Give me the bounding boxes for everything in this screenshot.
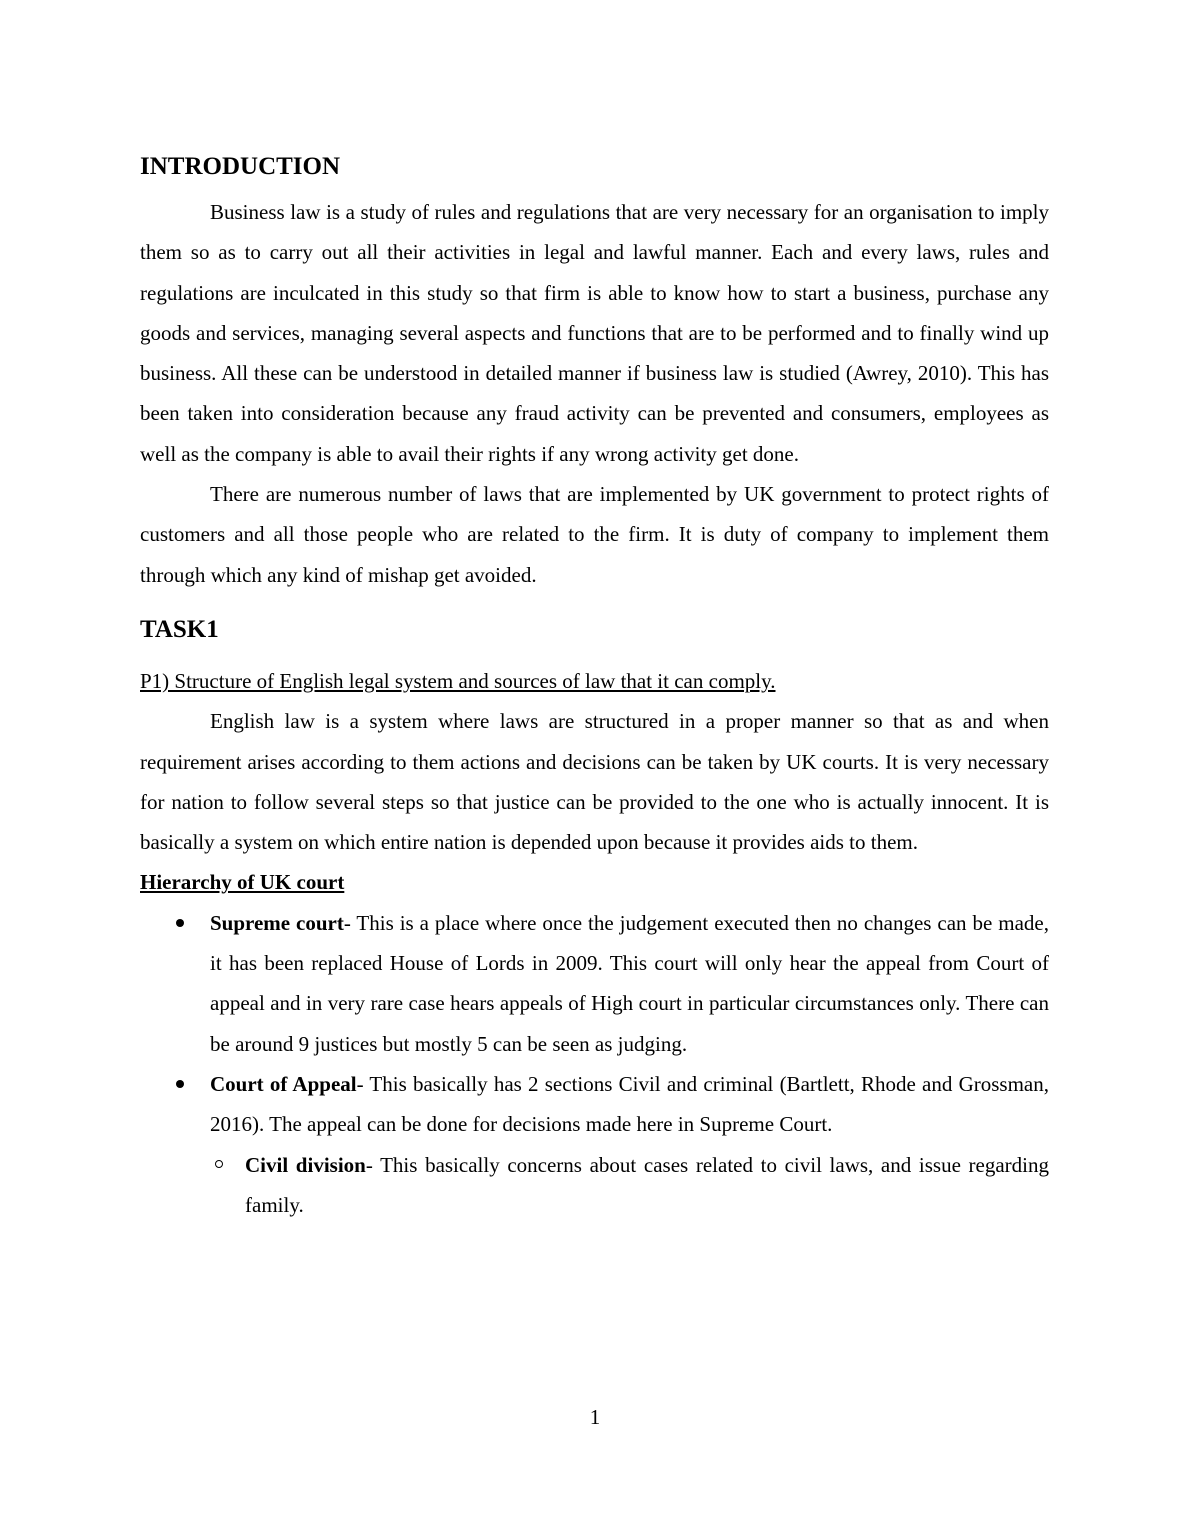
item-term: Supreme court xyxy=(210,910,344,935)
hierarchy-heading: Hierarchy of UK court xyxy=(140,870,345,895)
bullet-icon xyxy=(176,919,184,927)
task1-paragraph-1: English law is a system where laws are structured in a proper manner so that as and when requirement arises according to them actions and decisions can be taken by UK courts. It is very necessary for nation to follow several steps so that justice can be provided to the one who is actually innocent. It is basically a system on which entire nation is depended upon because it provides aids to them. xyxy=(140,709,1049,855)
circle-bullet-icon xyxy=(215,1160,223,1168)
court-of-appeal-sublist xyxy=(210,1145,1049,1226)
task1-heading: TASK1 xyxy=(140,615,219,643)
bullet-icon xyxy=(176,1080,184,1088)
intro-paragraph-2: There are numerous number of laws that are implemented by UK government to protect rights of customers and all those people who are related to the firm. It is duty of company to implement them through which any kind of mishap get avoided. xyxy=(140,482,1049,587)
subitem-term: Civil division xyxy=(245,1152,366,1177)
page-number: 1 xyxy=(589,1405,601,1429)
subitem-text: - This basically concerns about cases related to civil laws, and issue regarding family. xyxy=(245,1152,1049,1217)
item-text: - This basically has 2 sections Civil and criminal (Bartlett, Rhode and Grossman, 2016). The appeal can be done for decisions made here in Supreme Court. xyxy=(210,1071,1049,1137)
list-item-supreme-court xyxy=(140,903,1049,1064)
p1-subheading: P1) Structure of English legal system and sources of law that it can comply. xyxy=(140,668,776,693)
item-term: Court of Appeal xyxy=(210,1071,357,1096)
item-text: - This is a place where once the judgement executed then no changes can be made, it has been replaced House of Lords in 2009. This court will only hear the appeal from Court of appeal and in very rare case hears appeals of High court in particular circumstances only. There can be around 9 justices but mostly 5 can be seen as judging. xyxy=(210,910,1049,1056)
sublist-item-civil-division xyxy=(140,1145,1049,1226)
introduction-heading: INTRODUCTION xyxy=(140,153,341,180)
intro-paragraph-1: Business law is a study of rules and regulations that are very necessary for an organisation to imply them so as to carry out all their activities in legal and lawful manner. Each and every laws, rules and regulations are inculcated in this study so that firm is able to know how to start a business, purchase any goods and services, managing several aspects and functions that are to be performed and to finally wind up business. All these can be understood in detailed manner if business law is studied (Awrey, 2010). This has been taken into consideration because any fraud activity can be prevented and consumers, employees as well as the company is able to avail their rights if any wrong activity get done. xyxy=(140,200,1049,466)
list-item-court-of-appeal xyxy=(140,1064,1049,1225)
court-hierarchy-list xyxy=(140,903,1049,1225)
page-content xyxy=(140,150,1049,1225)
